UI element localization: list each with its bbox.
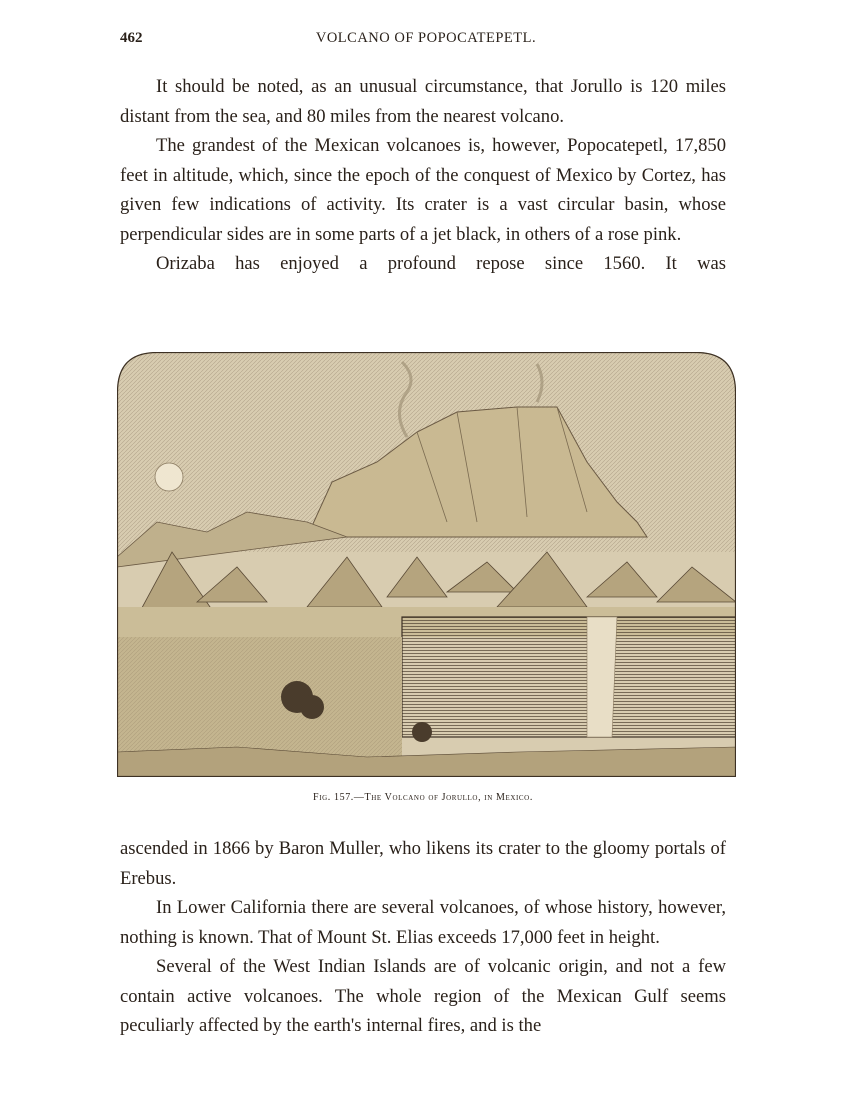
- running-title: VOLCANO OF POPOCATEPETL.: [315, 30, 537, 46]
- paragraph-orizaba: Orizaba has enjoyed a profound repose since 1560. It was: [156, 253, 726, 274]
- waterfall: [587, 617, 617, 737]
- engraving-illustration: [117, 352, 736, 777]
- page-number: 462: [120, 30, 143, 46]
- figure-jorullo-engraving: [117, 352, 736, 777]
- setting-sun: [155, 463, 183, 491]
- lava-cliff: [402, 617, 736, 737]
- figure-caption: Fig. 157.—The Volcano of Jorullo, in Mexico.: [313, 792, 533, 803]
- paragraph-lower-california: In Lower California there are several volcanoes, of whose history, however, nothing is known. That of Mount St. Elias exceeds 17,000 feet in height.: [120, 897, 726, 948]
- paragraph-jorullo: It should be noted, as an unusual circumstance, that Jorullo is 120 miles distant from the sea, and 80 miles from the nearest volcano.: [120, 76, 726, 127]
- body-text-bottom: [120, 834, 726, 1041]
- paragraph-popocatepetl: The grandest of the Mexican volcanoes is, however, Popocatepetl, 17,850 feet in altitude, which, since the epoch of the conquest of Mexico by Cortez, has given few indications of activity. Its crater is a vast circular basin, whose perpendicular sides are in some parts of a jet black, in others of a rose pink.: [120, 135, 726, 245]
- body-text-top: [120, 72, 726, 279]
- paragraph-orizaba-continued: ascended in 1866 by Baron Muller, who likens its crater to the gloomy portals of Erebus.: [120, 838, 726, 889]
- paragraph-west-indian-islands: Several of the West Indian Islands are of volcanic origin, and not a few contain active volcanoes. The whole region of the Mexican Gulf seems peculiarly affected by the earth's internal fires, and is the: [120, 956, 726, 1036]
- page-header: [120, 30, 732, 52]
